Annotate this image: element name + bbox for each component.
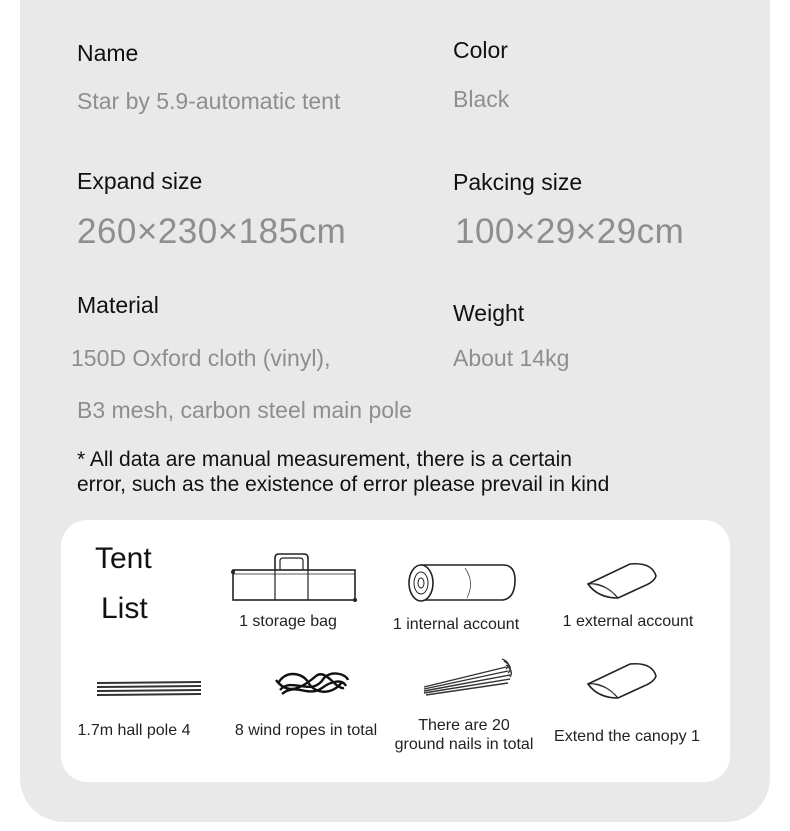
inner-tent-roll-icon <box>405 562 517 604</box>
poles-icon <box>95 678 205 698</box>
item-external-account-label: 1 external account <box>562 613 694 630</box>
expand-size-value: 260×230×185cm <box>77 212 347 251</box>
tent-list-title-2: List <box>101 592 148 625</box>
rope-icon <box>272 668 352 700</box>
material-value-line1: 150D Oxford cloth (vinyl), <box>71 345 331 371</box>
measurement-note <box>77 447 717 497</box>
packing-size-label: Pakcing size <box>453 169 583 195</box>
item-storage-bag-label: 1 storage bag <box>239 613 337 630</box>
ground-nails-icon <box>422 657 514 697</box>
expand-size-label: Expand size <box>77 168 203 194</box>
ground-nails-line-1: There are 20 <box>418 717 510 734</box>
item-ground-nails-label <box>386 716 542 754</box>
color-value: Black <box>453 86 510 112</box>
weight-label: Weight <box>453 300 525 326</box>
item-hall-pole-label: 1.7m hall pole 4 <box>77 722 191 739</box>
ground-nails-line-2: ground nails in total <box>394 736 534 753</box>
name-label: Name <box>77 40 139 66</box>
canopy-icon <box>584 660 660 700</box>
item-wind-ropes-label: 8 wind ropes in total <box>234 722 378 739</box>
outer-tent-pack-icon <box>584 560 660 600</box>
weight-value: About 14kg <box>453 345 570 371</box>
item-canopy-label: Extend the canopy 1 <box>554 728 700 745</box>
storage-bag-icon <box>230 552 360 606</box>
tent-list-title-1: Tent <box>95 542 152 575</box>
packing-size-value: 100×29×29cm <box>455 212 685 251</box>
material-value-line2: B3 mesh, carbon steel main pole <box>77 397 412 423</box>
name-value: Star by 5.9-automatic tent <box>77 88 341 114</box>
note-line-1: * All data are manual measurement, there is a certain <box>77 448 572 471</box>
color-label: Color <box>453 37 508 63</box>
material-label: Material <box>77 292 159 318</box>
item-internal-account-label: 1 internal account <box>392 616 520 633</box>
note-line-2: error, such as the existence of error please prevail in kind <box>77 473 610 496</box>
